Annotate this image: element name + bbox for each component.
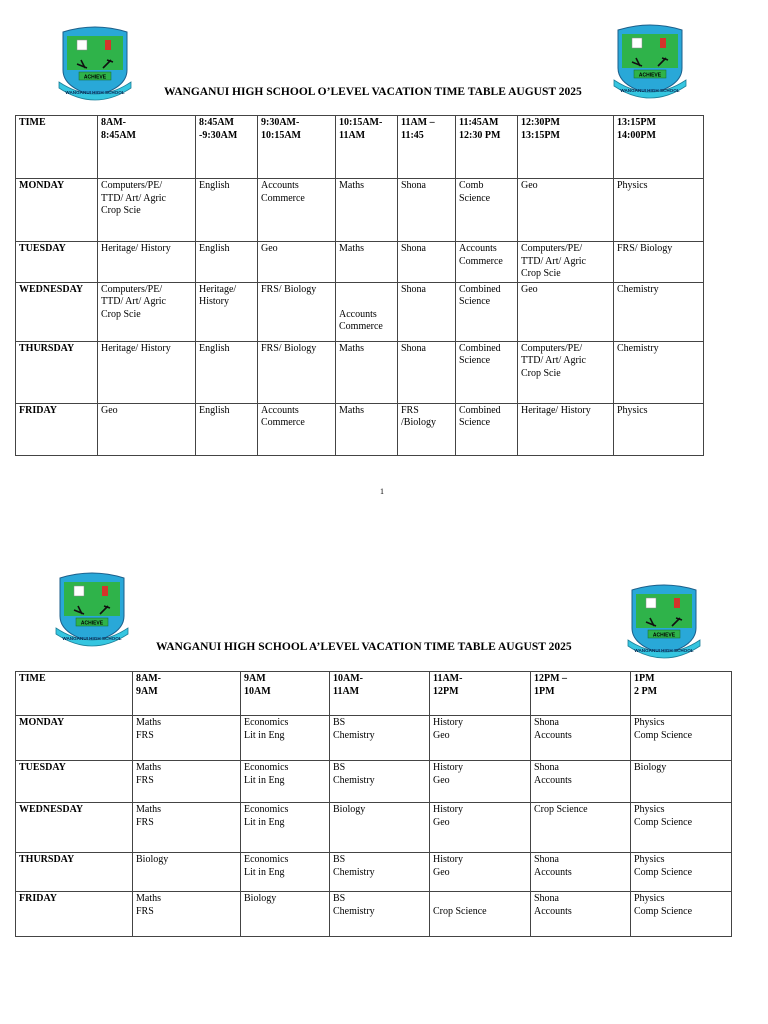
subject-cell: BS Chemistry: [330, 716, 430, 761]
period-header: 8:45AM -9:30AM: [196, 116, 258, 179]
school-crest-icon: [624, 582, 704, 662]
period-header: 11AM- 12PM: [430, 672, 531, 716]
subject-cell: Chemistry: [614, 282, 704, 341]
subject-cell: Computers/PE/ TTD/ Art/ Agric Crop Scie: [98, 179, 196, 242]
logo-motto: ACHIEVE: [83, 74, 107, 81]
header-row: [16, 116, 704, 179]
subject-cell: Accounts Commerce: [336, 282, 398, 341]
subject-cell: Economics Lit in Eng: [241, 803, 330, 853]
school-crest-icon: [610, 22, 690, 102]
subject-cell: Comb Science: [456, 179, 518, 242]
subject-cell: Physics Comp Science: [631, 853, 732, 892]
table-row: [16, 716, 732, 761]
subject-cell: English: [196, 341, 258, 403]
table-row: [16, 761, 732, 803]
table-row: [16, 892, 732, 937]
subject-cell: Combined Science: [456, 282, 518, 341]
subject-cell: Accounts Commerce: [258, 179, 336, 242]
subject-cell: Crop Science: [531, 803, 631, 853]
subject-cell: Physics Comp Science: [631, 803, 732, 853]
school-logo-bottom-left: [52, 570, 132, 650]
subject-cell: Physics Comp Science: [631, 892, 732, 937]
period-header: 12PM – 1PM: [531, 672, 631, 716]
logo-school-name: WANGANUI HIGH SCHOOL: [65, 90, 125, 95]
header-row: [16, 672, 732, 716]
subject-cell: English: [196, 179, 258, 242]
table-row: [16, 179, 704, 242]
subject-cell: Heritage/ History: [98, 341, 196, 403]
subject-cell: FRS/ Biology: [258, 341, 336, 403]
subject-cell: FRS/ Biology: [258, 282, 336, 341]
subject-cell: BS Chemistry: [330, 892, 430, 937]
logo-school-name: WANGANUI HIGH SCHOOL: [620, 88, 680, 93]
subject-cell: Maths: [336, 179, 398, 242]
subject-cell: Computers/PE/ TTD/ Art/ Agric Crop Scie: [518, 341, 614, 403]
period-header: 9:30AM- 10:15AM: [258, 116, 336, 179]
subject-cell: Shona: [398, 242, 456, 283]
school-crest-icon: [52, 570, 132, 650]
subject-cell: Maths: [336, 341, 398, 403]
period-header: 11AM – 11:45: [398, 116, 456, 179]
day-cell: MONDAY: [16, 179, 98, 242]
subject-cell: Combined Science: [456, 341, 518, 403]
period-header: 8AM- 9AM: [133, 672, 241, 716]
school-logo-top-right: [610, 22, 690, 102]
subject-cell: Shona Accounts: [531, 853, 631, 892]
day-cell: WEDNESDAY: [16, 282, 98, 341]
period-header: 12:30PM 13:15PM: [518, 116, 614, 179]
subject-cell: Maths FRS: [133, 716, 241, 761]
table-row: [16, 853, 732, 892]
subject-cell: Physics: [614, 403, 704, 455]
table-row: [16, 282, 704, 341]
school-logo-bottom-right: [624, 582, 704, 662]
period-header: 9AM 10AM: [241, 672, 330, 716]
day-cell: MONDAY: [16, 716, 133, 761]
subject-cell: Accounts Commerce: [456, 242, 518, 283]
subject-cell: History Geo: [430, 803, 531, 853]
subject-cell: Combined Science: [456, 403, 518, 455]
subject-cell: FRS /Biology: [398, 403, 456, 455]
day-cell: THURSDAY: [16, 341, 98, 403]
time-header: TIME: [16, 672, 133, 716]
school-logo-top-left: [55, 24, 135, 104]
period-header: 10AM- 11AM: [330, 672, 430, 716]
logo-motto: ACHIEVE: [80, 620, 104, 627]
day-cell: THURSDAY: [16, 853, 133, 892]
subject-cell: Physics: [614, 179, 704, 242]
period-header: 10:15AM- 11AM: [336, 116, 398, 179]
subject-cell: Shona Accounts: [531, 892, 631, 937]
subject-cell: Accounts Commerce: [258, 403, 336, 455]
subject-cell: Heritage/ History: [196, 282, 258, 341]
olevel-timetable: [15, 115, 704, 456]
table-row: [16, 403, 704, 455]
logo-motto: ACHIEVE: [652, 632, 676, 639]
subject-cell: History Geo: [430, 761, 531, 803]
day-cell: TUESDAY: [16, 242, 98, 283]
subject-cell: Maths: [336, 403, 398, 455]
subject-cell: English: [196, 242, 258, 283]
subject-cell: Shona: [398, 179, 456, 242]
subject-cell: Computers/PE/ TTD/ Art/ Agric Crop Scie: [518, 242, 614, 283]
subject-cell: English: [196, 403, 258, 455]
alevel-timetable: [15, 671, 732, 937]
logo-school-name: WANGANUI HIGH SCHOOL: [634, 648, 694, 653]
subject-cell: BS Chemistry: [330, 761, 430, 803]
day-cell: FRIDAY: [16, 403, 98, 455]
period-header: 8AM- 8:45AM: [98, 116, 196, 179]
olevel-title: WANGANUI HIGH SCHOOL O’LEVEL VACATION TIME TABLE AUGUST 2025: [164, 86, 582, 98]
subject-cell: Geo: [518, 179, 614, 242]
subject-cell: BS Chemistry: [330, 853, 430, 892]
subject-cell: Physics Comp Science: [631, 716, 732, 761]
subject-cell: Maths: [336, 242, 398, 283]
subject-cell: Shona Accounts: [531, 761, 631, 803]
subject-cell: FRS/ Biology: [614, 242, 704, 283]
subject-cell: Shona: [398, 282, 456, 341]
period-header: 1PM 2 PM: [631, 672, 732, 716]
subject-cell: Maths FRS: [133, 761, 241, 803]
subject-cell: Economics Lit in Eng: [241, 761, 330, 803]
subject-cell: Geo: [98, 403, 196, 455]
subject-cell: History Geo: [430, 716, 531, 761]
subject-cell: Crop Science: [430, 892, 531, 937]
subject-cell: Economics Lit in Eng: [241, 853, 330, 892]
subject-cell: Maths FRS: [133, 803, 241, 853]
table-row: [16, 341, 704, 403]
day-cell: TUESDAY: [16, 761, 133, 803]
page-number: 1: [380, 487, 384, 496]
subject-cell: Chemistry: [614, 341, 704, 403]
subject-cell: Geo: [258, 242, 336, 283]
time-header: TIME: [16, 116, 98, 179]
subject-cell: Biology: [330, 803, 430, 853]
subject-cell: History Geo: [430, 853, 531, 892]
subject-cell: Economics Lit in Eng: [241, 716, 330, 761]
table-row: [16, 242, 704, 283]
alevel-title: WANGANUI HIGH SCHOOL A’LEVEL VACATION TIME TABLE AUGUST 2025: [156, 641, 572, 653]
period-header: 13:15PM 14:00PM: [614, 116, 704, 179]
subject-cell: Biology: [241, 892, 330, 937]
subject-cell: Heritage/ History: [518, 403, 614, 455]
subject-cell: Shona Accounts: [531, 716, 631, 761]
subject-cell: Geo: [518, 282, 614, 341]
period-header: 11:45AM 12:30 PM: [456, 116, 518, 179]
subject-cell: Shona: [398, 341, 456, 403]
logo-motto: ACHIEVE: [638, 72, 662, 79]
subject-cell: Biology: [631, 761, 732, 803]
logo-school-name: WANGANUI HIGH SCHOOL: [62, 636, 122, 641]
school-crest-icon: [55, 24, 135, 104]
subject-cell: Biology: [133, 853, 241, 892]
subject-cell: Heritage/ History: [98, 242, 196, 283]
day-cell: FRIDAY: [16, 892, 133, 937]
table-row: [16, 803, 732, 853]
subject-cell: Maths FRS: [133, 892, 241, 937]
subject-cell: Computers/PE/ TTD/ Art/ Agric Crop Scie: [98, 282, 196, 341]
day-cell: WEDNESDAY: [16, 803, 133, 853]
